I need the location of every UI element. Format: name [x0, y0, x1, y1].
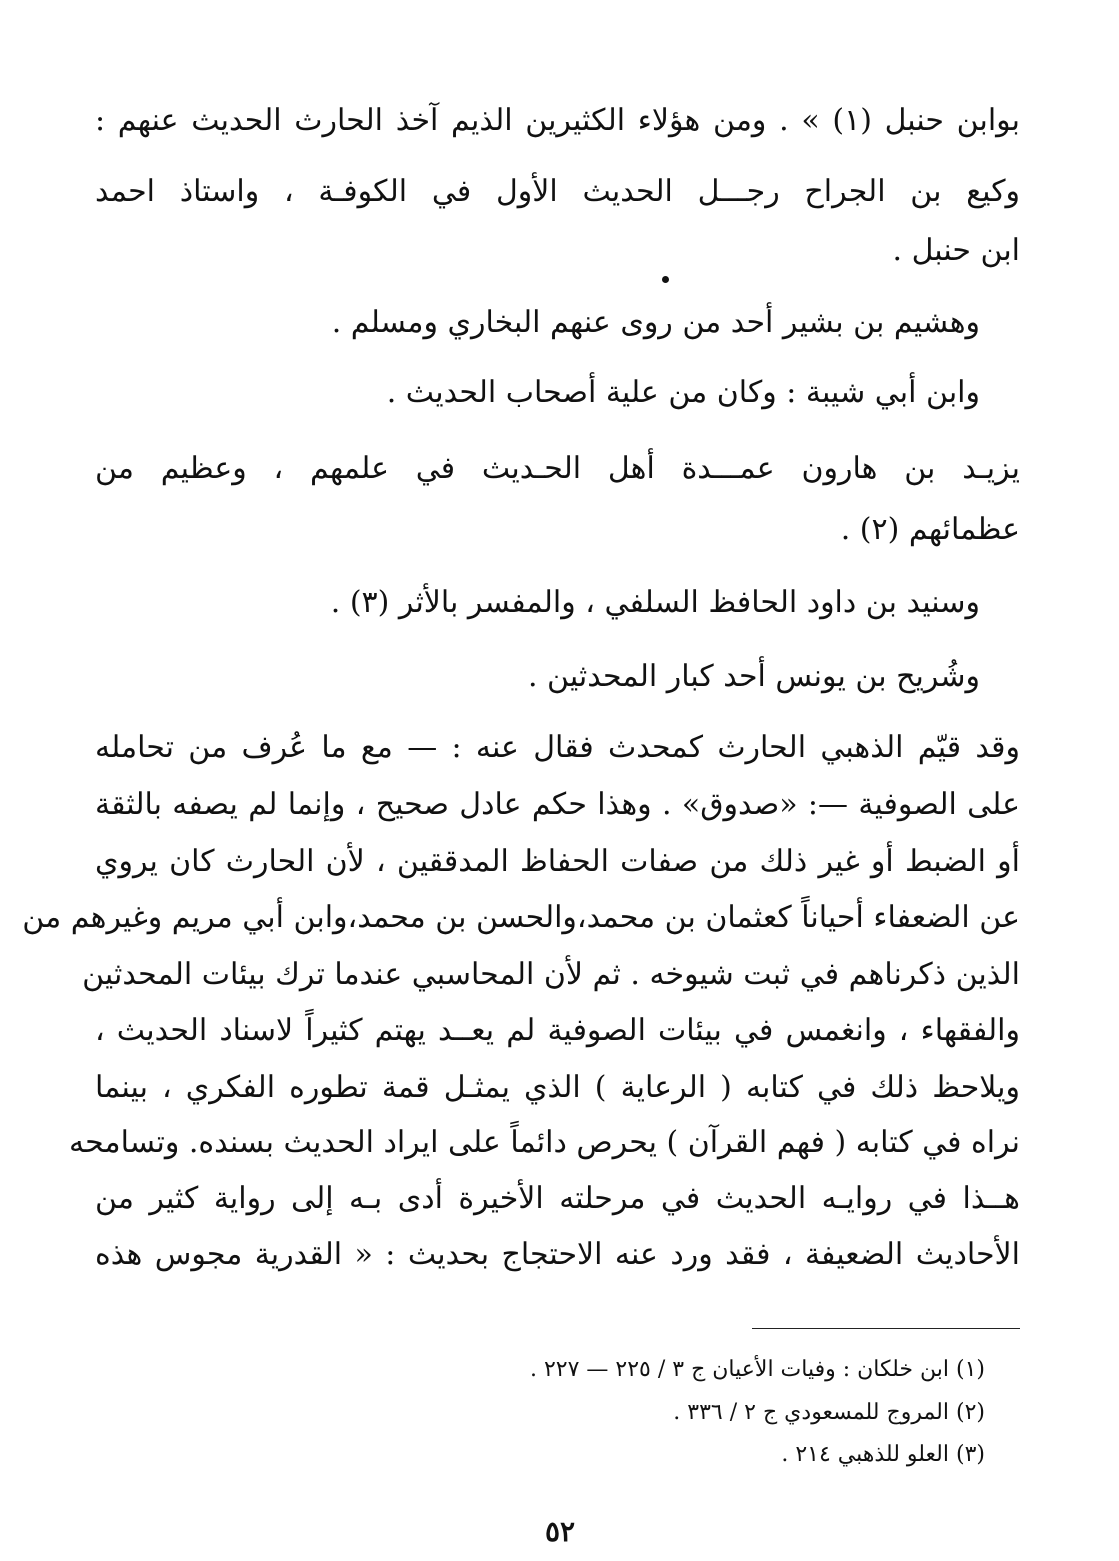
- text-line-5: وابن أبي شيبة : وكان من علية أصحاب الحديث .: [386, 375, 980, 410]
- text-line-12: أو الضبط أو غير ذلك من صفات الحفاظ المدققين ، لأن الحارث كان يروي: [95, 844, 1020, 879]
- ink-dot-mark: [662, 276, 669, 283]
- text-line-6: يزيـد بن هارون عمـــدة أهل الحـديث في علمهم ، وعظيم من: [95, 451, 1020, 486]
- text-line-1: بوابن حنبل (١) » . ومن هؤلاء الكثيرين الذيم آخذ الحارث الحديث عنهم :: [95, 103, 1020, 138]
- text-line-10: وقد قيّم الذهبي الحارث كمحدث فقال عنه : — مع ما عُرف من تحامله: [95, 730, 1020, 765]
- text-line-15: والفقهاء ، وانغمس في بيئات الصوفية لم يعــد يهتم كثيراً لاسناد الحديث ،: [95, 1013, 1020, 1048]
- text-line-4: وهشيم بن بشير أحد من روى عنهم البخاري ومسلم .: [331, 305, 980, 340]
- text-line-11: على الصوفية —: «صدوق» . وهذا حكم عادل صحيح ، وإنما لم يصفه بالثقة: [95, 787, 1020, 822]
- text-line-17: نراه في كتابه ( فهم القرآن ) يحرص دائماً على ايراد الحديث بسنده. وتسامحه: [69, 1125, 1020, 1160]
- text-line-16: ويلاحظ ذلك في كتابه ( الرعاية ) الذي يمثـل قمة تطوره الفكري ، بينما: [95, 1070, 1020, 1105]
- text-line-8: وسنيد بن داود الحافظ السلفي ، والمفسر بالأثر (٣) .: [330, 585, 980, 620]
- text-line-19: الأحاديث الضعيفة ، فقد ورد عنه الاحتجاج بحديث : « القدرية مجوس هذه: [95, 1237, 1020, 1272]
- text-line-13: عن الضعفاء أحياناً كعثمان بن محمد،والحسن بن محمد،وابن أبي مريم وغيرهم من: [22, 900, 1020, 935]
- page-number: ٥٢: [544, 1515, 576, 1548]
- text-line-18: هــذا في روايـه الحديث في مرحلته الأخيرة أدى بـه إلى رواية كثير من: [95, 1181, 1020, 1216]
- footnote-1: (١) ابن خلكان : وفيات الأعيان ج ٣ / ٢٢٥ — ٢٢٧ .: [529, 1357, 985, 1382]
- text-line-2: وكيع بن الجراح رجـــل الحديث الأول في الكوفـة ، واستاذ احمد: [95, 174, 1020, 209]
- text-line-14: الذين ذكرناهم في ثبت شيوخه . ثم لأن المحاسبي عندما ترك بيئات المحدثين: [82, 957, 1020, 992]
- footnote-3: (٣) العلو للذهبي ٢١٤ .: [781, 1442, 985, 1467]
- text-line-9: وشُريح بن يونس أحد كبار المحدثين .: [527, 659, 980, 694]
- text-line-7: عظمائهم (٢) .: [840, 512, 1020, 547]
- footnote-2: (٢) المروج للمسعودي ج ٢ / ٣٣٦ .: [673, 1400, 985, 1425]
- footnote-separator: [752, 1328, 1020, 1329]
- text-line-3: ابن حنبل .: [892, 233, 1020, 268]
